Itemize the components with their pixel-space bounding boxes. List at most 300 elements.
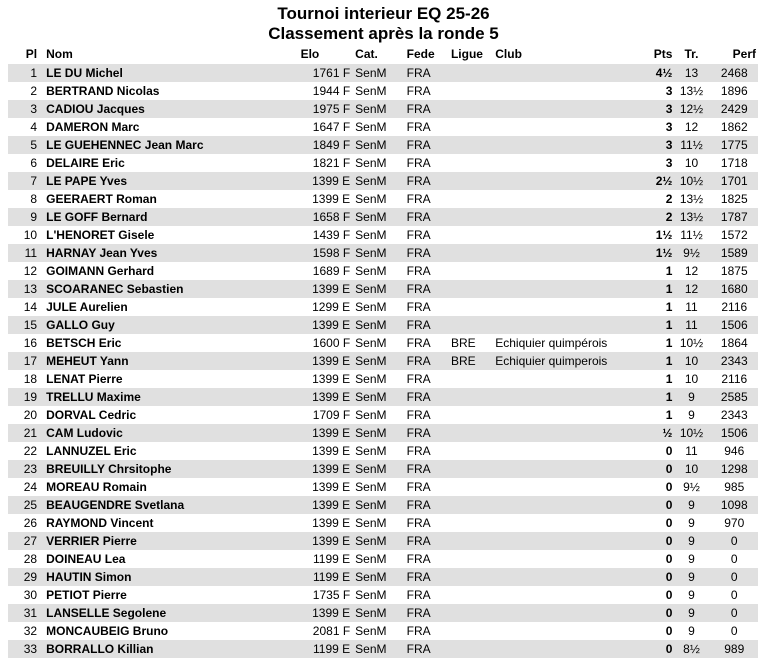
cell-tr: 10 — [684, 372, 699, 386]
cell-ligue — [451, 460, 495, 478]
cell-pts: 1 — [645, 388, 673, 406]
cell-club — [495, 460, 644, 478]
cell-pl: 18 — [23, 372, 38, 386]
cell-perf: 1718 — [720, 156, 748, 170]
cell-cat: SenM — [355, 156, 387, 170]
column-header-perf: Perf — [732, 47, 756, 61]
cell-elo: 1849 F — [301, 136, 356, 154]
cell-tr: 13½ — [679, 192, 704, 206]
cell-nom: LENAT Pierre — [46, 372, 123, 386]
cell-ligue — [451, 514, 495, 532]
cell-ligue — [451, 478, 495, 496]
table-row — [8, 550, 758, 568]
cell-perf: 1864 — [720, 336, 748, 350]
cell-tr: 11 — [685, 444, 698, 458]
cell-cat: SenM — [355, 228, 387, 242]
table-row — [8, 298, 758, 316]
cell-cat: SenM — [355, 280, 407, 298]
column-header-cat: Cat. — [355, 47, 378, 61]
cell-fede: FRA — [406, 336, 431, 350]
cell-tr: 11½ — [680, 228, 703, 242]
standings-subtitle: Classement après la ronde 5 — [268, 24, 499, 43]
cell-pl: 30 — [23, 588, 38, 602]
cell-tr: 9 — [672, 496, 710, 514]
cell-elo: 1399 E — [301, 280, 356, 298]
cell-club — [495, 136, 644, 154]
cell-cat: SenM — [355, 588, 387, 602]
table-row — [8, 622, 758, 640]
cell-pts: 0 — [645, 532, 673, 550]
cell-tr: 12½ — [672, 100, 710, 118]
cell-tr: 9 — [688, 588, 695, 602]
cell-fede: FRA — [407, 172, 451, 190]
cell-elo: 1399 E — [301, 424, 356, 442]
table-row — [8, 190, 758, 208]
column-header-club: Club — [495, 47, 522, 61]
cell-cat: SenM — [355, 444, 387, 458]
cell-pl: 2 — [30, 84, 38, 98]
cell-tr: 9 — [672, 532, 710, 550]
cell-fede: FRA — [406, 192, 431, 206]
cell-club — [495, 442, 644, 460]
cell-pts: 0 — [645, 640, 673, 658]
cell-pts: 1 — [665, 264, 673, 278]
cell-pl: 17 — [8, 352, 46, 370]
cell-perf: 0 — [711, 532, 758, 550]
column-header-pl: Pl — [25, 47, 38, 61]
cell-club: Echiquier quimpérois — [495, 336, 608, 350]
cell-elo: 1399 E — [301, 316, 356, 334]
cell-perf: 1825 — [720, 192, 748, 206]
table-row — [8, 208, 758, 226]
cell-ligue — [451, 640, 495, 658]
cell-fede: FRA — [407, 100, 451, 118]
cell-pl: 24 — [23, 480, 38, 494]
cell-nom: LE GUEHENNEC Jean Marc — [46, 136, 300, 154]
cell-club — [495, 496, 644, 514]
cell-pl: 26 — [23, 516, 38, 530]
cell-pl: 27 — [8, 532, 46, 550]
cell-pts: 1½ — [645, 244, 673, 262]
cell-pl: 20 — [23, 408, 38, 422]
cell-elo: 1199 E — [301, 568, 356, 586]
cell-tr: 10 — [684, 156, 699, 170]
cell-cat: SenM — [355, 100, 407, 118]
cell-perf: 970 — [724, 516, 745, 530]
cell-elo: 1821 F — [312, 156, 351, 170]
cell-perf: 946 — [724, 444, 745, 458]
cell-tr: 9 — [688, 516, 695, 530]
cell-perf: 0 — [730, 588, 738, 602]
cell-cat: SenM — [355, 120, 387, 134]
column-header-tr: Tr. — [684, 47, 699, 61]
cell-pl: 8 — [30, 192, 38, 206]
cell-ligue — [451, 136, 495, 154]
cell-elo: 1399 E — [312, 516, 351, 530]
cell-nom: RAYMOND Vincent — [46, 516, 154, 530]
column-header-pts: Pts — [653, 47, 673, 61]
cell-perf: 1701 — [711, 172, 758, 190]
cell-pts: 1½ — [655, 228, 673, 242]
cell-nom: DORVAL Cedric — [46, 408, 137, 422]
cell-cat: SenM — [355, 136, 407, 154]
cell-club — [495, 190, 644, 208]
cell-pl: 29 — [8, 568, 46, 586]
column-header-fede: Fede — [406, 47, 435, 61]
cell-elo: 1689 F — [312, 264, 351, 278]
cell-pts: 1 — [645, 316, 673, 334]
cell-cat: SenM — [355, 336, 387, 350]
cell-perf: 1862 — [720, 120, 748, 134]
cell-ligue — [451, 280, 495, 298]
cell-perf: 1506 — [711, 316, 758, 334]
cell-nom: LE PAPE Yves — [46, 172, 300, 190]
table-row — [8, 496, 758, 514]
cell-cat: SenM — [355, 244, 407, 262]
cell-ligue: BRE — [451, 352, 495, 370]
table-row — [8, 154, 758, 172]
cell-pl: 1 — [8, 64, 46, 82]
table-row — [8, 244, 758, 262]
cell-elo: 1600 F — [312, 336, 351, 350]
cell-perf: 0 — [711, 604, 758, 622]
cell-cat: SenM — [355, 264, 387, 278]
cell-pl: 5 — [8, 136, 46, 154]
cell-ligue — [451, 586, 495, 604]
cell-elo: 1399 E — [301, 352, 356, 370]
cell-fede: FRA — [406, 624, 431, 638]
cell-club — [495, 82, 644, 100]
cell-tr: 9 — [672, 604, 710, 622]
table-row — [8, 280, 758, 298]
table-row — [8, 388, 758, 406]
cell-cat: SenM — [355, 640, 407, 658]
cell-nom: GEERAERT Roman — [46, 192, 157, 206]
table-row — [8, 226, 758, 244]
cell-pts: 3 — [665, 120, 673, 134]
cell-pts: 0 — [645, 568, 673, 586]
cell-pts: 1 — [665, 408, 673, 422]
table-row — [8, 568, 758, 586]
table-row — [8, 136, 758, 154]
table-row — [8, 514, 758, 532]
cell-ligue — [451, 298, 495, 316]
cell-fede: FRA — [407, 388, 451, 406]
cell-tr: 9 — [688, 552, 695, 566]
cell-pl: 9 — [8, 208, 46, 226]
cell-cat: SenM — [355, 172, 407, 190]
cell-pts: 4½ — [645, 64, 673, 82]
cell-pts: ½ — [645, 424, 673, 442]
cell-elo: 1399 E — [312, 444, 351, 458]
cell-elo: 1709 F — [312, 408, 351, 422]
cell-nom: BEAUGENDRE Svetlana — [46, 496, 300, 514]
cell-ligue — [451, 388, 495, 406]
cell-perf: 1680 — [711, 280, 758, 298]
cell-elo: 1647 F — [312, 120, 351, 134]
cell-perf: 2585 — [711, 388, 758, 406]
cell-perf: 1589 — [711, 244, 758, 262]
table-row — [8, 172, 758, 190]
cell-pts: 1 — [645, 352, 673, 370]
cell-nom: BERTRAND Nicolas — [46, 84, 160, 98]
table-body — [8, 64, 758, 658]
cell-elo: 1399 E — [301, 604, 356, 622]
cell-tr: 13½ — [679, 84, 704, 98]
cell-fede: FRA — [406, 516, 431, 530]
cell-nom: MOREAU Romain — [46, 480, 147, 494]
cell-perf: 1298 — [711, 460, 758, 478]
cell-cat: SenM — [355, 532, 407, 550]
column-header-elo: Elo — [300, 47, 320, 61]
table-row — [8, 424, 758, 442]
cell-tr: 11 — [672, 316, 710, 334]
cell-ligue — [451, 316, 495, 334]
cell-pts: 1 — [665, 372, 673, 386]
cell-ligue — [451, 190, 495, 208]
cell-club — [495, 388, 644, 406]
cell-tr: 13 — [672, 64, 710, 82]
cell-club — [495, 226, 644, 244]
cell-perf: 2116 — [721, 300, 748, 314]
cell-pl: 11 — [8, 244, 46, 262]
cell-tr: 9 — [688, 408, 695, 422]
cell-fede: FRA — [407, 316, 451, 334]
cell-tr: 9 — [672, 568, 710, 586]
table-row — [8, 118, 758, 136]
cell-pl: 25 — [8, 496, 46, 514]
cell-perf: 0 — [730, 552, 738, 566]
cell-pts: 2½ — [645, 172, 673, 190]
cell-elo: 1399 E — [301, 496, 356, 514]
table-row — [8, 262, 758, 280]
cell-tr: 12 — [672, 280, 710, 298]
table-row — [8, 64, 758, 82]
cell-perf: 985 — [724, 480, 745, 494]
cell-nom: PETIOT Pierre — [46, 588, 127, 602]
cell-nom: BORRALLO Killian — [46, 640, 300, 658]
cell-fede: FRA — [407, 496, 451, 514]
cell-ligue — [451, 604, 495, 622]
cell-nom: LE GOFF Bernard — [46, 208, 300, 226]
cell-ligue — [451, 532, 495, 550]
cell-perf: 1775 — [711, 136, 758, 154]
cell-ligue — [451, 424, 495, 442]
cell-elo: 1399 E — [301, 172, 356, 190]
cell-club — [495, 550, 644, 568]
cell-pts: 2 — [645, 208, 673, 226]
cell-pts: 1 — [665, 300, 673, 314]
cell-ligue: BRE — [450, 336, 476, 350]
cell-pts: 0 — [665, 624, 673, 638]
cell-ligue — [451, 64, 495, 82]
cell-club — [495, 568, 644, 586]
cell-perf: 1896 — [720, 84, 748, 98]
cell-pl: 4 — [30, 120, 38, 134]
cell-pts: 0 — [665, 552, 673, 566]
cell-elo: 1598 F — [301, 244, 356, 262]
cell-ligue — [451, 172, 495, 190]
cell-ligue — [451, 370, 495, 388]
cell-nom: BREUILLY Chrsitophe — [46, 460, 300, 478]
cell-club — [495, 586, 644, 604]
column-header-ligue: Ligue — [450, 47, 483, 61]
cell-elo: 1399 E — [301, 460, 356, 478]
cell-pts: 0 — [645, 604, 673, 622]
cell-nom: CADIOU Jacques — [46, 100, 300, 118]
cell-elo: 2081 F — [312, 624, 351, 638]
cell-nom: VERRIER Pierre — [46, 532, 300, 550]
cell-elo: 1439 F — [312, 228, 351, 242]
cell-cat: SenM — [355, 460, 407, 478]
cell-fede: FRA — [406, 444, 431, 458]
cell-club — [495, 262, 644, 280]
cell-cat: SenM — [355, 516, 387, 530]
tournament-title: Tournoi interieur EQ 25-26 — [277, 4, 490, 23]
cell-fede: FRA — [406, 408, 431, 422]
cell-pl: 7 — [8, 172, 46, 190]
cell-nom: CAM Ludovic — [46, 424, 300, 442]
cell-cat: SenM — [355, 624, 387, 638]
cell-nom: L'HENORET Gisele — [46, 228, 155, 242]
cell-pl: 3 — [8, 100, 46, 118]
cell-pl: 22 — [23, 444, 38, 458]
cell-perf: 2116 — [721, 372, 748, 386]
cell-pl: 28 — [23, 552, 38, 566]
standings-table — [8, 44, 758, 658]
cell-fede: FRA — [406, 480, 431, 494]
cell-fede: FRA — [406, 588, 431, 602]
cell-perf: 1875 — [720, 264, 748, 278]
cell-nom: BETSCH Eric — [46, 336, 122, 350]
cell-nom: LANNUZEL Eric — [46, 444, 137, 458]
cell-club — [495, 424, 644, 442]
cell-perf: 1572 — [720, 228, 748, 242]
cell-perf: 2429 — [711, 100, 758, 118]
cell-tr: 10½ — [672, 172, 710, 190]
cell-nom: DAMERON Marc — [46, 120, 140, 134]
cell-elo: 1735 F — [312, 588, 351, 602]
cell-cat: SenM — [355, 208, 407, 226]
cell-perf: 1098 — [711, 496, 758, 514]
cell-nom: DOINEAU Lea — [46, 552, 126, 566]
cell-pl: 19 — [8, 388, 46, 406]
cell-pl: 31 — [8, 604, 46, 622]
table-row — [8, 442, 758, 460]
cell-pl: 14 — [23, 300, 38, 314]
cell-cat: SenM — [355, 552, 387, 566]
cell-pl: 33 — [8, 640, 46, 658]
cell-pts: 2 — [665, 192, 673, 206]
cell-pts: 1 — [645, 280, 673, 298]
cell-cat: SenM — [355, 480, 387, 494]
cell-cat: SenM — [355, 388, 407, 406]
table-row — [8, 532, 758, 550]
cell-club — [495, 514, 644, 532]
cell-nom: GALLO Guy — [46, 316, 300, 334]
cell-pts: 3 — [645, 136, 673, 154]
cell-nom: LE DU Michel — [46, 64, 300, 82]
cell-ligue — [451, 262, 495, 280]
cell-cat: SenM — [355, 192, 387, 206]
cell-pl: 6 — [30, 156, 38, 170]
cell-tr: 12 — [684, 120, 699, 134]
cell-ligue — [451, 82, 495, 100]
cell-tr: 9½ — [672, 244, 710, 262]
table-row — [8, 316, 758, 334]
cell-club — [495, 100, 644, 118]
table-row — [8, 352, 758, 370]
cell-pts: 0 — [665, 480, 673, 494]
cell-fede: FRA — [406, 156, 431, 170]
table-row — [8, 100, 758, 118]
cell-ligue — [451, 550, 495, 568]
cell-tr: 9½ — [683, 480, 700, 494]
cell-cat: SenM — [355, 408, 387, 422]
cell-tr: 13½ — [672, 208, 710, 226]
cell-elo: 1399 E — [301, 388, 356, 406]
cell-fede: FRA — [407, 604, 451, 622]
cell-cat: SenM — [355, 604, 407, 622]
cell-cat: SenM — [355, 84, 387, 98]
cell-fede: FRA — [407, 136, 451, 154]
cell-club — [495, 244, 644, 262]
cell-elo: 1299 E — [312, 300, 351, 314]
cell-pts: 3 — [665, 84, 673, 98]
cell-pts: 0 — [665, 516, 673, 530]
cell-fede: FRA — [406, 300, 431, 314]
cell-fede: FRA — [407, 208, 451, 226]
cell-pl: 15 — [8, 316, 46, 334]
cell-tr: 11 — [685, 300, 698, 314]
cell-perf: 2468 — [711, 64, 758, 82]
cell-nom: MEHEUT Yann — [46, 352, 300, 370]
cell-pl: 12 — [23, 264, 38, 278]
cell-elo: 1399 E — [312, 372, 351, 386]
cell-club — [495, 622, 644, 640]
column-header-nom: Nom — [46, 47, 73, 61]
cell-ligue — [451, 622, 495, 640]
cell-club — [495, 478, 644, 496]
cell-tr: 8½ — [672, 640, 710, 658]
cell-cat: SenM — [355, 316, 407, 334]
cell-elo: 1399 E — [312, 480, 351, 494]
cell-club — [495, 172, 644, 190]
cell-perf: 989 — [711, 640, 758, 658]
cell-pts: 3 — [645, 100, 673, 118]
cell-club — [495, 640, 644, 658]
report-header — [0, 0, 767, 44]
cell-pts: 0 — [645, 496, 673, 514]
table-row — [8, 478, 758, 496]
cell-fede: FRA — [407, 64, 451, 82]
cell-club — [495, 604, 644, 622]
cell-club — [495, 316, 644, 334]
cell-fede: FRA — [406, 228, 431, 242]
cell-club — [495, 154, 644, 172]
cell-pts: 0 — [665, 588, 673, 602]
cell-elo: 1199 E — [301, 640, 356, 658]
cell-club: Echiquier quimperois — [495, 352, 644, 370]
cell-cat: SenM — [355, 352, 407, 370]
cell-club — [495, 532, 644, 550]
cell-ligue — [451, 406, 495, 424]
cell-pl: 32 — [23, 624, 38, 638]
cell-perf: 0 — [730, 624, 738, 638]
cell-fede: FRA — [406, 120, 431, 134]
cell-fede: FRA — [407, 568, 451, 586]
cell-cat: SenM — [355, 568, 407, 586]
